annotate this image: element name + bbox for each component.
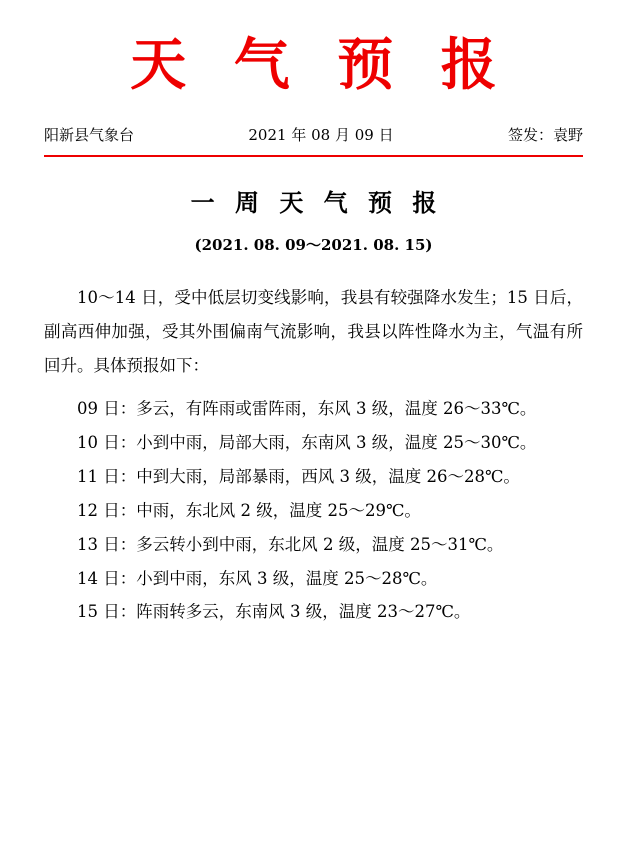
signer: 签发：袁野 (507, 126, 583, 144)
list-item: 10 日：小到中雨，局部大雨，东南风 3 级，温度 25～30℃。 (77, 433, 537, 453)
issue-date: 2021 年 08 月 09 日 (248, 126, 394, 144)
list-item: 15 日：阵雨转多云，东南风 3 级，温度 23～27℃。 (77, 602, 471, 622)
issuing-office: 阳新县气象台 (44, 126, 135, 144)
document-body (44, 281, 583, 629)
document-date-range: (2021. 08. 09～2021. 08. 15) (194, 236, 433, 254)
list-item: 13 日：多云转小到中雨，东北风 2 级，温度 25～31℃。 (77, 534, 504, 554)
summary-paragraph: 10～14 日，受中低层切变线影响，我县有较强降水发生；15 日后，副高西伸加强，受其外围偏南气流影响，我县以阵性降水为主，气温有所回升。具体预报如下： (44, 288, 583, 375)
issuer-row (44, 100, 583, 155)
list-item: 11 日：中到大雨，局部暴雨，西风 3 级，温度 26～28℃。 (77, 467, 520, 487)
forecast-list (44, 392, 583, 629)
list-item: 09 日：多云，有阵雨或雷阵雨，东风 3 级，温度 26～33℃。 (77, 399, 537, 419)
masthead-title: 天 气 预 报 (130, 33, 511, 98)
list-item: 12 日：中雨，东北风 2 级，温度 25～29℃。 (77, 500, 421, 520)
red-divider (44, 155, 583, 157)
document-title: 一 周 天 气 预 报 (190, 188, 443, 217)
list-item: 14 日：小到中雨，东风 3 级，温度 25～28℃。 (77, 568, 438, 588)
